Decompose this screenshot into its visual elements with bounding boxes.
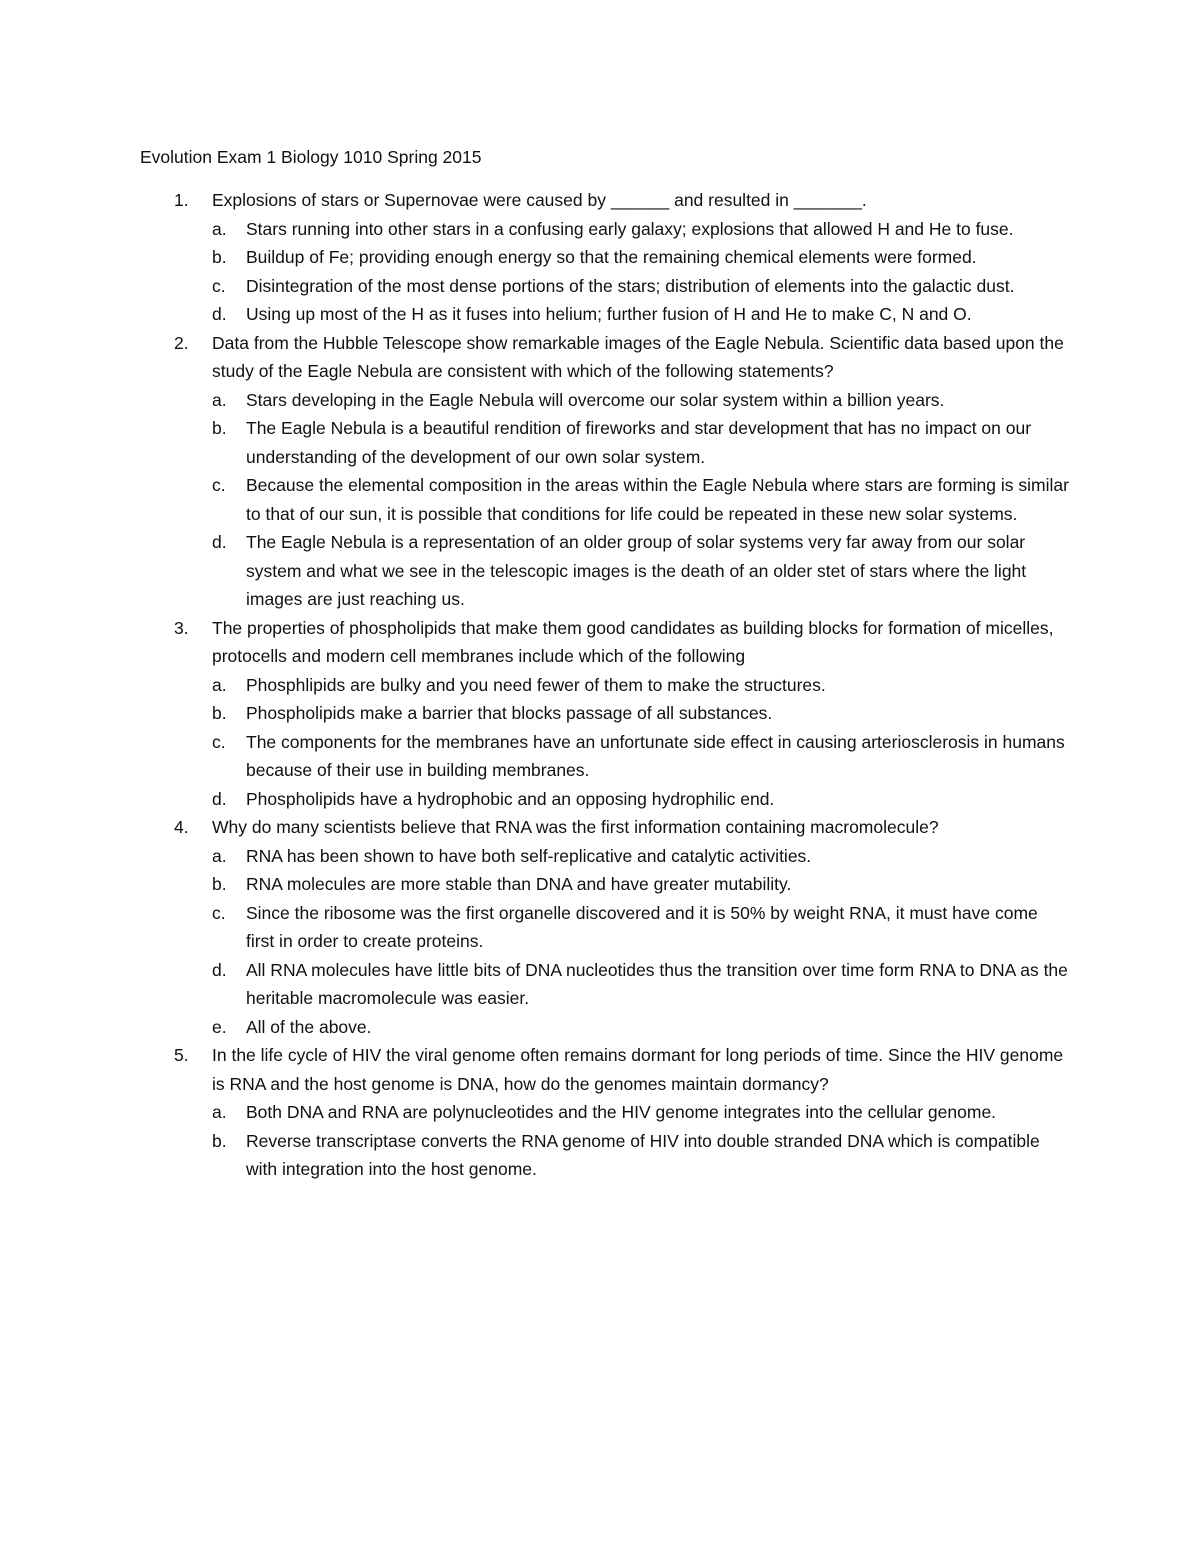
question-5 — [140, 1041, 1070, 1184]
option-letter: b. — [212, 874, 227, 894]
answer-option-a — [212, 671, 1070, 700]
option-letter: d. — [212, 788, 227, 809]
question-text: Data from the Hubble Telescope show remarkable images of the Eagle Nebula. Scientific data based upon the study of the Eagle Nebula are consistent with which of the following statements? — [212, 332, 1064, 381]
option-letter: c. — [212, 475, 226, 495]
option-letter: a. — [212, 845, 227, 866]
answer-option-d — [212, 785, 1070, 814]
option-text: All of the above. — [246, 1016, 372, 1037]
question-number: 3. — [174, 617, 189, 638]
option-letter: d. — [212, 959, 227, 980]
answer-option-c — [212, 272, 1070, 301]
answer-option-b — [212, 870, 1070, 899]
option-letter: d. — [212, 532, 227, 552]
answer-option-a — [212, 386, 1070, 415]
answer-option-c — [212, 899, 1070, 956]
option-text: Since the ribosome was the first organelle discovered and it is 50% by weight RNA, it must have come first in order to create proteins. — [246, 902, 1038, 951]
question-number: 2. — [174, 332, 189, 353]
answer-option-b — [212, 699, 1070, 728]
question-number: 4. — [174, 817, 189, 837]
option-letter: a. — [212, 674, 227, 695]
answer-option-b — [212, 1127, 1070, 1184]
option-text: Disintegration of the most dense portions of the stars; distribution of elements into the galactic dust. — [246, 275, 1015, 296]
question-text: In the life cycle of HIV the viral genome often remains dormant for long periods of time. Since the HIV genome is RNA and the host genome is DNA, how do the genomes maintain dormancy? — [212, 1045, 1064, 1094]
option-letter: a. — [212, 389, 227, 410]
option-text: Because the elemental composition in the areas within the Eagle Nebula where stars are forming is similar to that of our sun, it is possible that conditions for life could be repeated in these new solar systems. — [246, 475, 1069, 524]
option-letter: b. — [212, 703, 227, 723]
question-list — [140, 186, 1070, 1184]
answer-option-b — [212, 414, 1070, 471]
question-number: 1. — [174, 190, 189, 210]
option-letter: e. — [212, 1016, 227, 1037]
option-text: RNA molecules are more stable than DNA and have greater mutability. — [246, 874, 792, 894]
option-text: Stars running into other stars in a confusing early galaxy; explosions that allowed H and He to fuse. — [246, 218, 1014, 239]
option-letter: a. — [212, 218, 227, 239]
option-letter: b. — [212, 1130, 227, 1151]
option-text: The Eagle Nebula is a beautiful rendition of fireworks and star development that has no impact on our understanding of the development of our own solar system. — [246, 418, 1032, 467]
option-text: Buildup of Fe; providing enough energy so that the remaining chemical elements were formed. — [246, 247, 977, 267]
option-text: All RNA molecules have little bits of DNA nucleotides thus the transition over time form RNA to DNA as the heritable macromolecule was easier. — [246, 959, 1068, 1008]
option-text: Stars developing in the Eagle Nebula will overcome our solar system within a billion years. — [246, 389, 945, 410]
option-letter: c. — [212, 275, 226, 296]
question-number: 5. — [174, 1045, 189, 1065]
question-4 — [140, 813, 1070, 1041]
option-text: Both DNA and RNA are polynucleotides and the HIV genome integrates into the cellular genome. — [246, 1102, 997, 1122]
option-text: Phospholipids make a barrier that blocks passage of all substances. — [246, 703, 773, 723]
answer-option-d — [212, 956, 1070, 1013]
answer-option-e — [212, 1013, 1070, 1042]
answer-option-c — [212, 471, 1070, 528]
option-text: Using up most of the H as it fuses into helium; further fusion of H and He to make C, N and O. — [246, 304, 972, 324]
option-text: Reverse transcriptase converts the RNA genome of HIV into double stranded DNA which is compatible with integration into the host genome. — [246, 1130, 1040, 1179]
question-3 — [140, 614, 1070, 814]
option-text: RNA has been shown to have both self-replicative and catalytic activities. — [246, 845, 812, 866]
option-letter: a. — [212, 1102, 227, 1122]
answer-option-d — [212, 528, 1070, 614]
option-text: The components for the membranes have an unfortunate side effect in causing arteriosclerosis in humans because of their use in building membranes. — [246, 731, 1065, 780]
option-letter: b. — [212, 418, 227, 438]
option-letter: c. — [212, 902, 226, 923]
answer-option-b — [212, 243, 1070, 272]
answer-option-a — [212, 842, 1070, 871]
option-text: Phospholipids have a hydrophobic and an opposing hydrophilic end. — [246, 788, 775, 809]
option-text: The Eagle Nebula is a representation of an older group of solar systems very far away from our solar system and what we see in the telescopic images is the death of an older stet of stars where the light images are just reaching us. — [246, 532, 1027, 609]
answer-option-c — [212, 728, 1070, 785]
option-letter: b. — [212, 247, 227, 267]
question-text: Explosions of stars or Supernovae were caused by ______ and resulted in _______. — [212, 190, 867, 210]
answer-option-a — [212, 215, 1070, 244]
question-text: Why do many scientists believe that RNA was the first information containing macromolecule? — [212, 817, 939, 837]
option-text: Phosphlipids are bulky and you need fewer of them to make the structures. — [246, 674, 826, 695]
question-text: The properties of phospholipids that make them good candidates as building blocks for formation of micelles, protocells and modern cell membranes include which of the following — [212, 617, 1054, 666]
document-title: Evolution Exam 1 Biology 1010 Spring 2015 — [140, 147, 482, 167]
option-letter: c. — [212, 731, 226, 752]
answer-option-a — [212, 1098, 1070, 1127]
option-letter: d. — [212, 304, 227, 324]
question-1 — [140, 186, 1070, 329]
answer-option-d — [212, 300, 1070, 329]
question-2 — [140, 329, 1070, 614]
